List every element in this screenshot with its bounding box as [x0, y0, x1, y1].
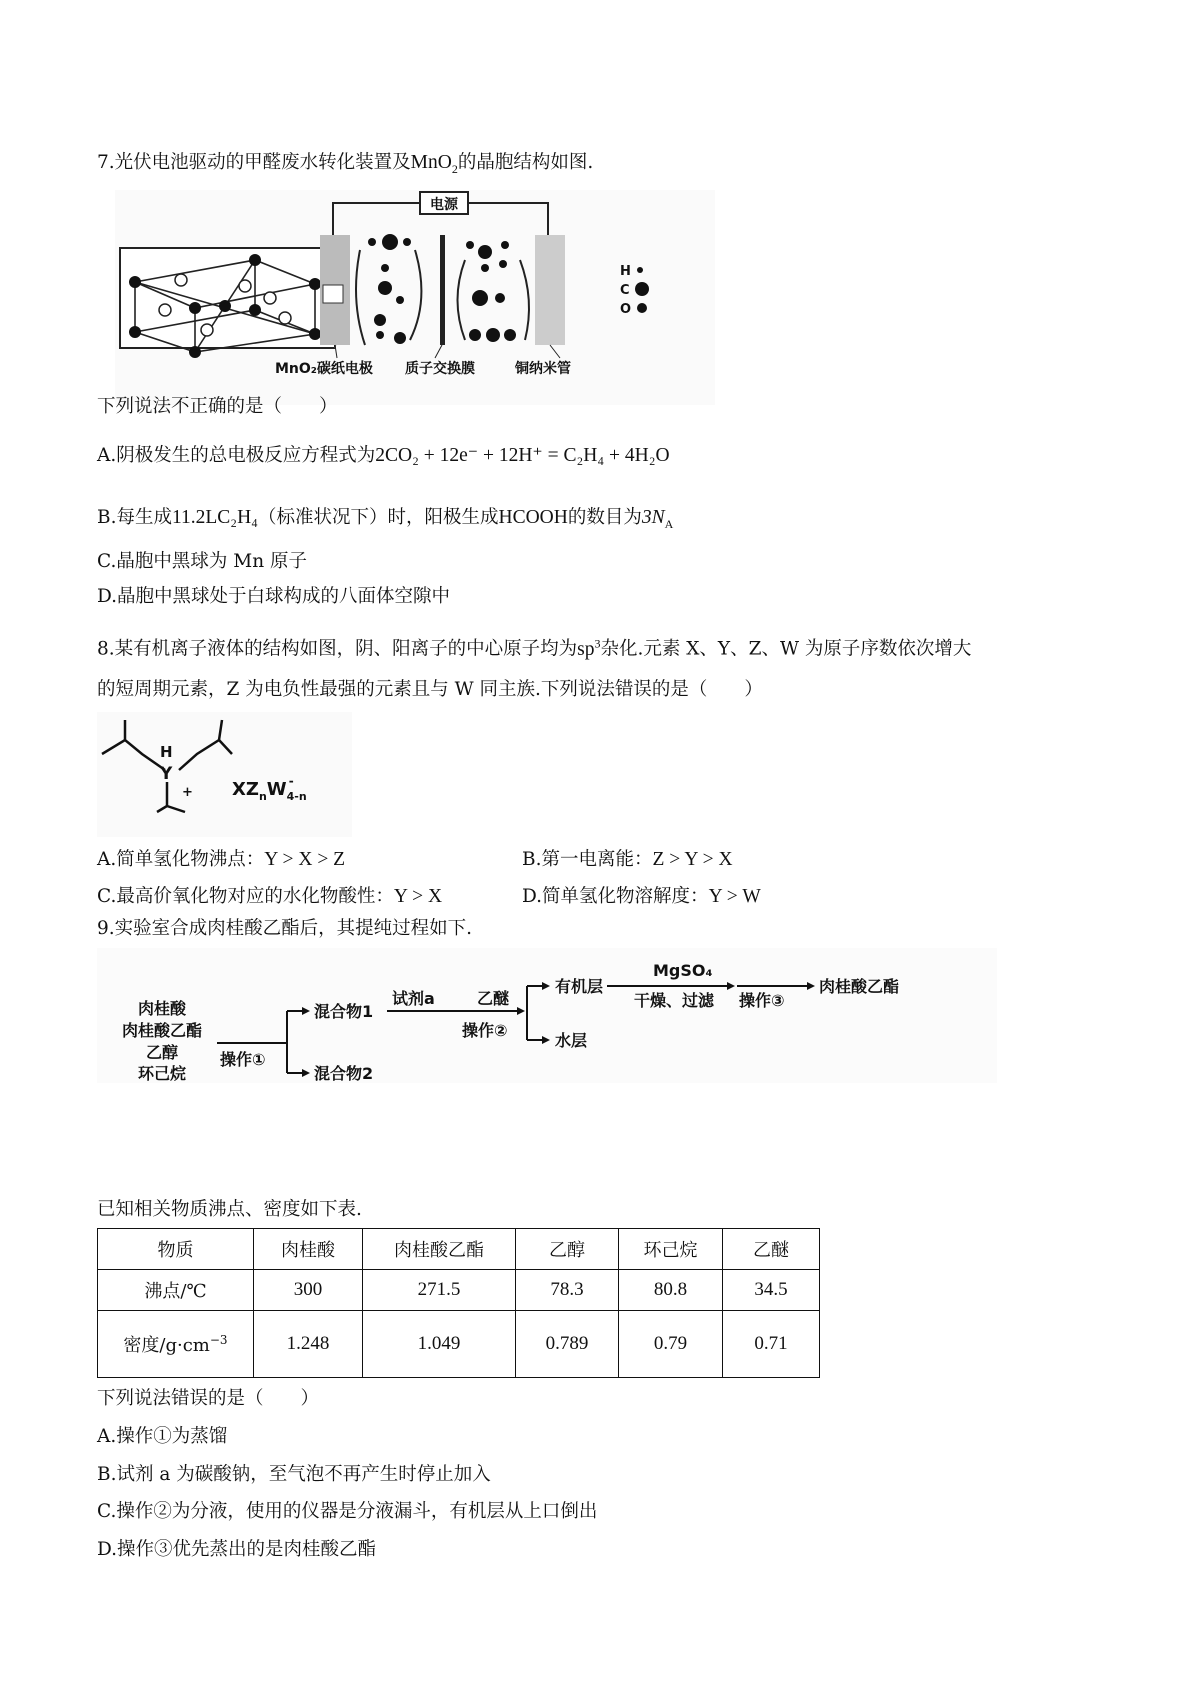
q7-label-left: MnO₂碳纸电极 [275, 361, 373, 377]
q9-flow-organic: 有机层 [555, 977, 604, 996]
table-row-label: 沸点/℃ [98, 1270, 254, 1311]
q8-stem-chem: $sp^3$ [577, 636, 601, 660]
q9-flow-reagent: 试剂a [392, 989, 435, 1008]
q9-flow-dry: 干燥、过滤 [634, 991, 715, 1010]
q9-property-table [97, 1228, 820, 1378]
q9-stem: 9.实验室合成肉桂酸乙酯后，其提纯过程如下. [97, 918, 473, 939]
q8-fig-anion: $XZ_nW_{4-n}-$ [232, 774, 307, 803]
q7-figure-svg [115, 190, 715, 405]
table-cell: 0.79 [619, 1311, 723, 1378]
q7-option-a-equation: 2CO₂ + 12e⁻ + 12H⁺ = C₂H₄ + 4H₂O [375, 445, 670, 466]
table-header-cell: 肉桂酸乙酯 [363, 1229, 516, 1270]
q9-option-a: A.操作①为蒸馏 [97, 1426, 228, 1447]
q8-fig-y: Y [160, 764, 173, 784]
q9-flow-mgso4: MgSO₄ [653, 961, 713, 980]
q7-option-b: B.每生成11.2LC₂H₄（标准状况下）时，阳极生成HCOOH的数目为$3N_A$ [97, 507, 674, 531]
table-row-label: 密度$/g\cdot cm^{-3}$ [98, 1311, 254, 1378]
q7-option-c: C.晶胞中黑球为 Mn 原子 [97, 551, 307, 572]
q9-flow-water: 水层 [555, 1031, 588, 1050]
table-cell: 1.049 [363, 1311, 516, 1378]
q7-stem [97, 150, 593, 182]
q9-flow-op2: 操作② [462, 1021, 508, 1040]
q8-option-d: D.简单氢化物溶解度：Y > W [522, 886, 761, 907]
q7-option-a: A.阴极发生的总电极反应方程式为2CO₂ + 12e⁻ + 12H⁺ = C₂H₄ + 4H₂O [97, 445, 670, 466]
q8-stem-line1: 8.某有机离子液体的结构如图，阴、阳离子的中心原子均为$sp^3$杂化.元素 X、Y、Z、W 为原子序数依次增大 [97, 636, 972, 660]
table-cell: 80.8 [619, 1270, 723, 1311]
q8-stem-line2: 的短周期元素，Z 为电负性最强的元素且与 W 同主族.下列说法错误的是（ ） [97, 679, 763, 700]
q7-option-b-chem: 11.2LC₂H₄ [171, 507, 258, 528]
q9-question: 下列说法错误的是（ ） [97, 1388, 320, 1409]
q9-table-intro: 已知相关物质沸点、密度如下表. [97, 1199, 362, 1220]
table-header-cell: 乙醚 [723, 1229, 820, 1270]
q8-figure [97, 712, 352, 837]
table-cell: 300 [254, 1270, 363, 1311]
table-header-cell: 物质 [98, 1229, 254, 1270]
q7-legend-c: C [620, 283, 630, 298]
q7-question: 下列说法不正确的是（ ） [97, 396, 338, 417]
q7-option-d: D.晶胞中黑球处于白球构成的八面体空隙中 [97, 586, 451, 607]
table-header-row [98, 1229, 820, 1270]
q9-flow-start-2: 肉桂酸乙酯 [121, 1021, 203, 1040]
q9-flowchart-svg [97, 948, 997, 1083]
q9-flow-op3: 操作③ [739, 991, 785, 1010]
q7-power-label: 电源 [430, 197, 458, 213]
q8-figure-svg [97, 712, 352, 837]
table-cell: 78.3 [516, 1270, 619, 1311]
q9-flow-ether: 乙醚 [477, 989, 510, 1008]
q8-option-a: A.简单氢化物沸点：Y > X > Z [97, 849, 346, 870]
q9-option-b: B.试剂 a 为碳酸钠，至气泡不再产生时停止加入 [97, 1464, 491, 1485]
q9-flow-start-4: 环己烷 [137, 1064, 187, 1083]
q9-flow-op1: 操作① [220, 1050, 266, 1069]
table-cell: 0.789 [516, 1311, 619, 1378]
q7-option-b-chem2: HCOOH [498, 507, 568, 528]
table-header-cell: 乙醇 [516, 1229, 619, 1270]
q7-stem-text: 7.光伏电池驱动的甲醛废水转化装置及 [97, 152, 411, 173]
q7-figure [115, 190, 715, 405]
q8-option-b: B.第一电离能：Z > Y > X [522, 849, 733, 870]
q7-stem-chem: MnO$_2$ [410, 152, 458, 176]
q9-option-d: D.操作③优先蒸出的是肉桂酸乙酯 [97, 1539, 377, 1560]
table-row [98, 1311, 820, 1378]
table-row [98, 1270, 820, 1311]
q8-option-c: C.最高价氧化物对应的水化物酸性：Y > X [97, 886, 443, 907]
table-cell: 34.5 [723, 1270, 820, 1311]
table-header-cell: 环己烷 [619, 1229, 723, 1270]
q9-option-c: C.操作②为分液，使用的仪器是分液漏斗，有机层从上口倒出 [97, 1501, 598, 1522]
table-header-cell: 肉桂酸 [254, 1229, 363, 1270]
q9-flow-start-1: 肉桂酸 [137, 999, 187, 1018]
table-cell: 271.5 [363, 1270, 516, 1311]
q9-flow-start-3: 乙醇 [145, 1043, 179, 1062]
q9-flow-mix2: 混合物2 [314, 1064, 374, 1083]
table-cell: 0.71 [723, 1311, 820, 1378]
q9-flowchart [97, 948, 997, 1083]
q7-option-b-value: $3N_A$ [641, 507, 674, 531]
q9-flow-product: 肉桂酸乙酯 [819, 977, 900, 996]
q9-flow-mix1: 混合物1 [314, 1002, 374, 1021]
q8-fig-h: H [160, 743, 173, 761]
q8-fig-plus: + [182, 785, 193, 800]
table-cell: 1.248 [254, 1311, 363, 1378]
q7-legend-h: H [620, 264, 631, 279]
q7-label-mid: 质子交换膜 [405, 361, 475, 377]
q7-label-right: 铜纳米管 [515, 361, 571, 377]
q7-stem-post: 的晶胞结构如图. [457, 152, 594, 173]
q7-legend-o: O [620, 302, 632, 317]
